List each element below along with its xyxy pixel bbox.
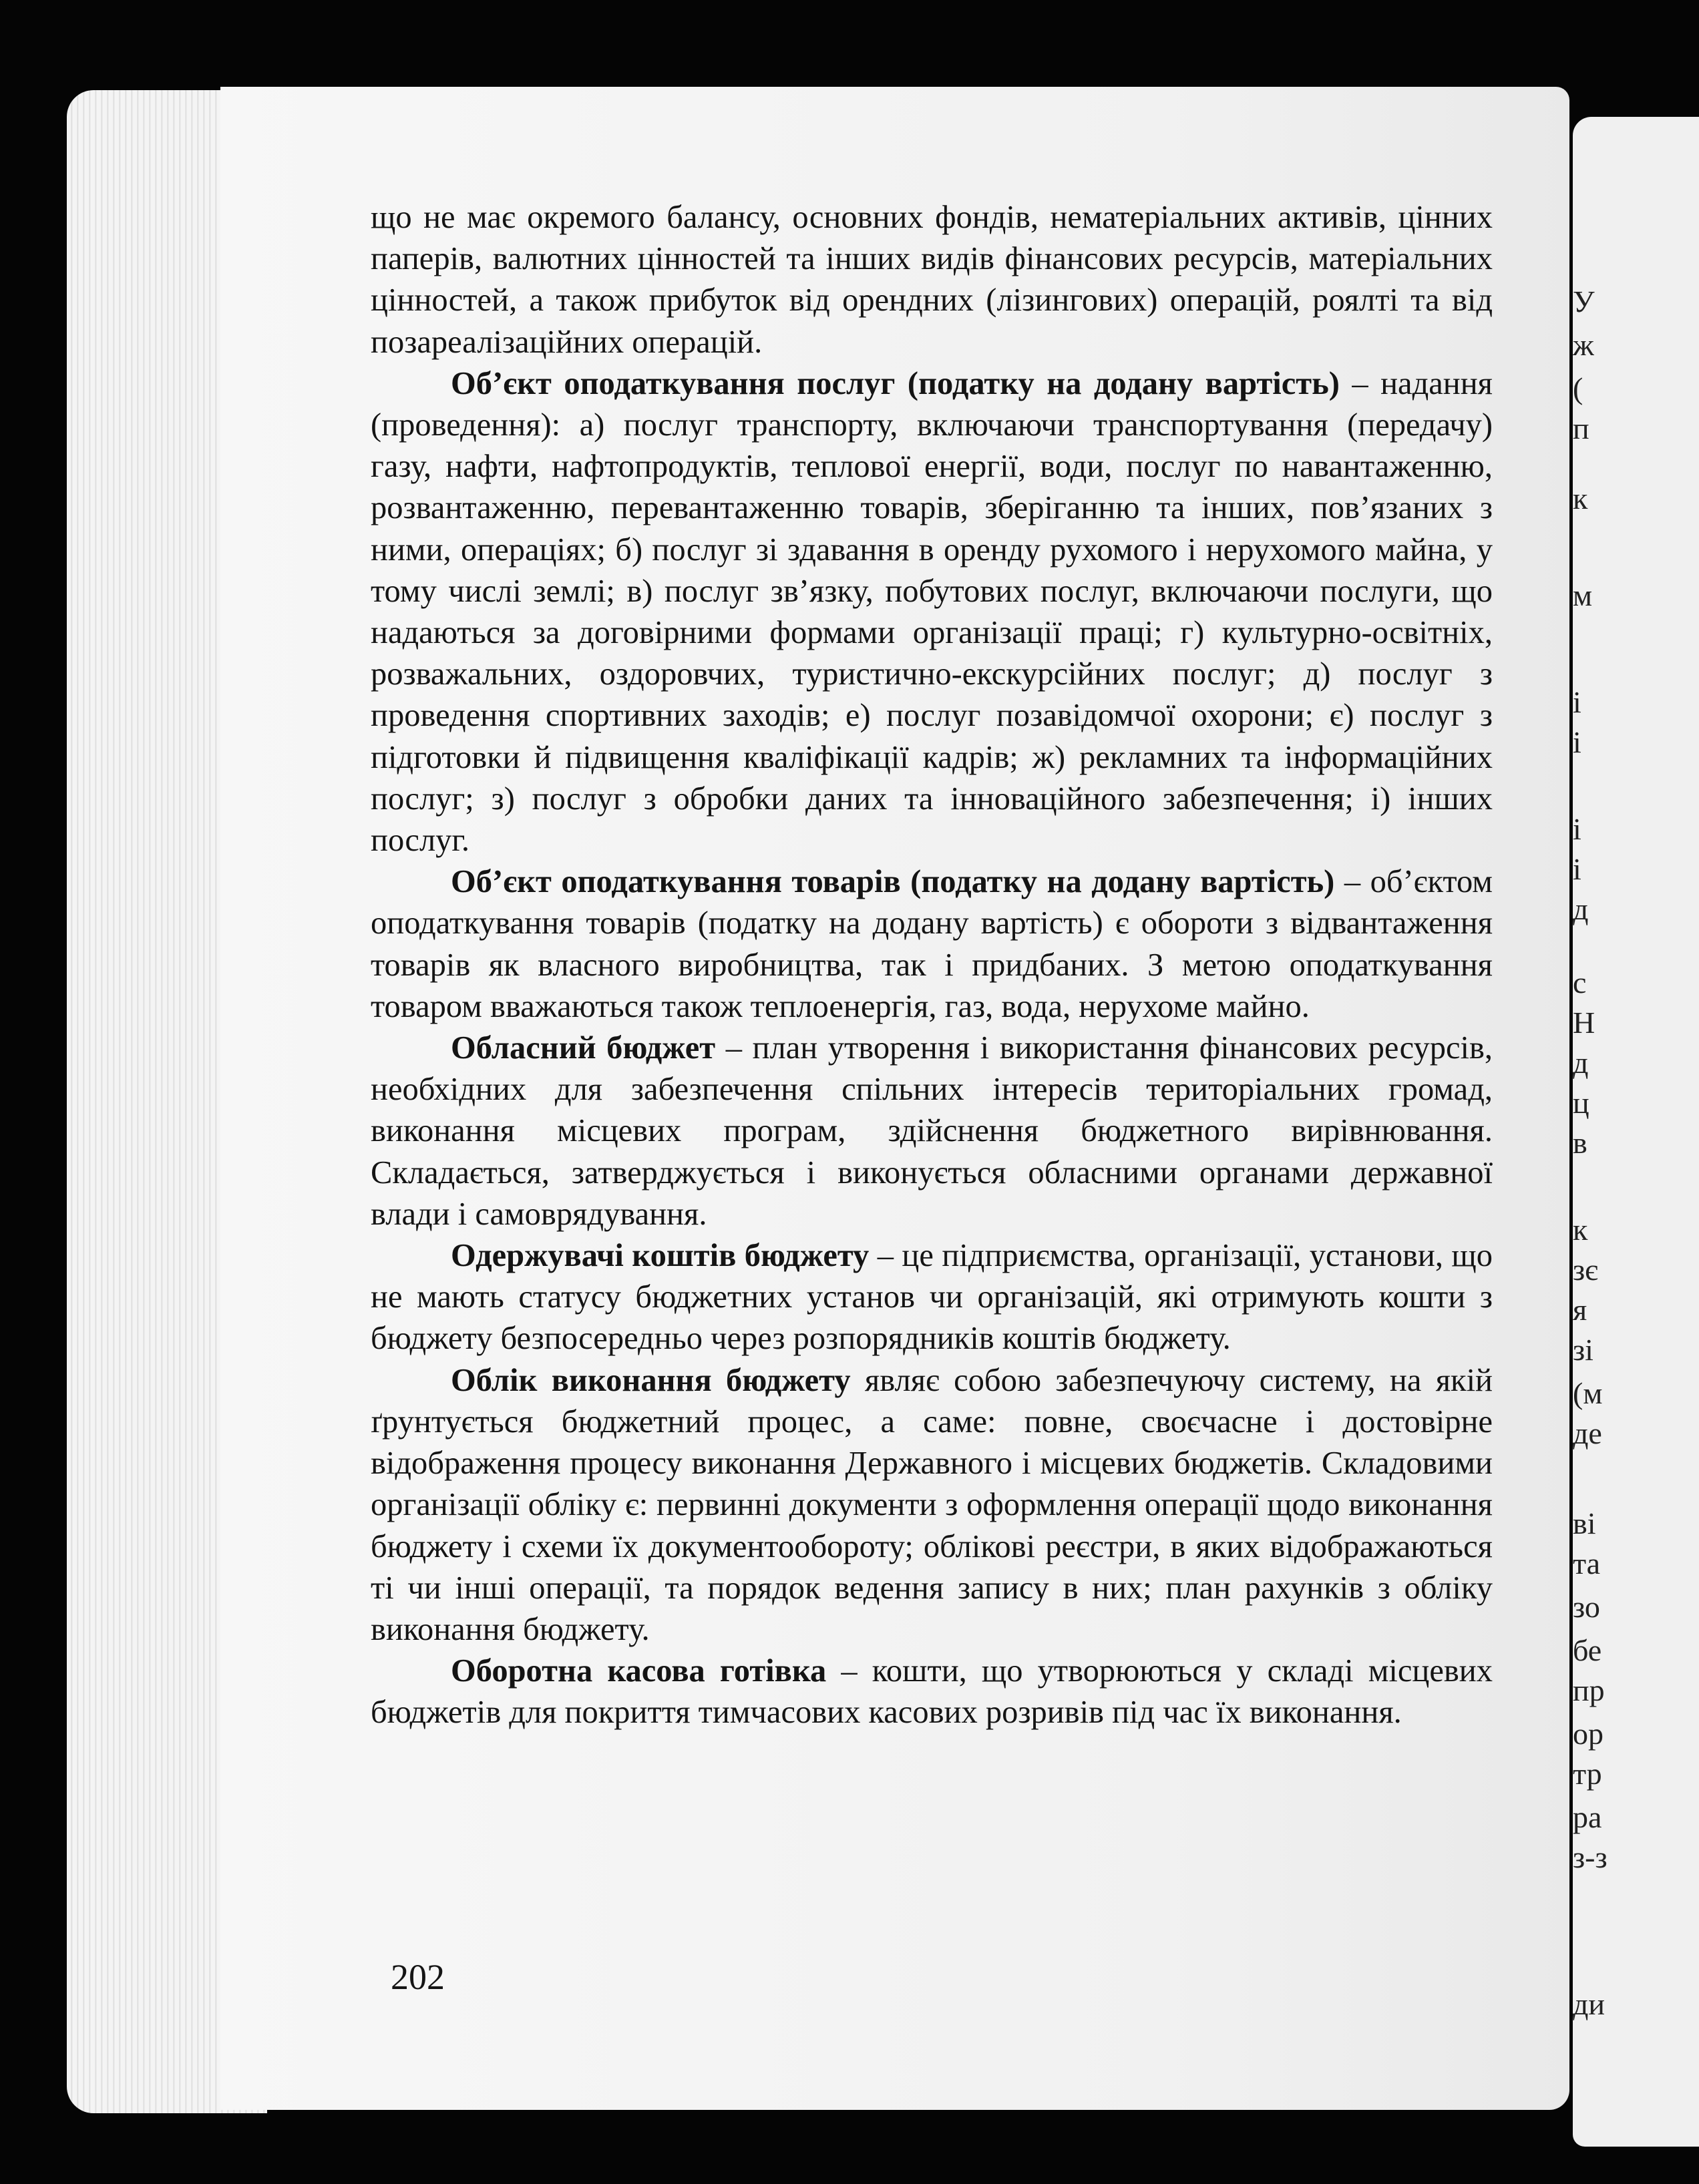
definition-term: Об’єкт оподаткування товарів (податку на додану вартість) [451,864,1335,900]
definition-term: Одержувачі коштів бюджету [451,1238,870,1274]
right-page-text-fragment: У [1573,284,1595,318]
right-page-text-fragment: і [1573,725,1581,759]
right-page-text-fragment: ор [1573,1717,1603,1751]
right-page-text-fragment: і [1573,685,1581,719]
right-page-text-fragment: і [1573,852,1581,886]
right-page-text-fragment: ра [1573,1800,1602,1834]
right-page-text-fragment: с [1573,965,1587,1000]
definition-body: – кошти, що утворюються у складі місцевих бюджетів для покриття тимчасових касових розривів під час їх виконання. [371,1653,1493,1731]
right-page-text-fragment: д [1573,1046,1589,1080]
definition-body: – надання (проведення): а) послуг транспорту, включаючи транспортування (передачу) газу, нафти, нафтопродуктів, теплової енергії, води, послуг по навантаженню, розвантаженню, перевантаженню товарів, зберіганню та інших, пов’язаних з ними, операціях; б) послуг зі здавання в оренду рухомого і нерухомого майна, у тому числі землі; в) послуг зв’язку, побутових послуг, включаючи послуги, що надаються за договірними формами організації праці; г) культурно-освітніх, розважальних, оздоровчих, туристично-екскурсійних послуг; д) послуг з проведення спортивних заходів; е) послуг позавідомчої охорони; є) послуг з підготовки й підвищення кваліфікації кадрів; ж) рекламних та інформаційних послуг; з) послуг з обробки даних та інноваційного забезпечення; і) інших послуг. [371,365,1493,859]
right-page-text-fragment: ( [1573,371,1583,405]
right-page-text-fragment: тр [1573,1757,1602,1791]
definition-term: Обласний бюджет [451,1030,716,1066]
definition-paragraph [371,861,1493,1028]
right-page-text-fragment: п [1573,411,1589,445]
page-body-text [371,197,1493,1734]
definition-body: – об’єктом оподаткування товарів (податку на додану вартість) є обороти з відвантаження товарів як власного виробництва, так і придбаних. З метою оподаткування товаром вважаються також теплоенергія, газ, вода, нерухоме майно. [371,864,1493,1024]
right-page-text-fragment: бе [1573,1633,1602,1667]
definition-paragraph [371,1235,1493,1360]
right-page-text-fragment: ж [1573,328,1594,362]
right-page-text-fragment: ди [1573,1987,1606,2021]
page-number: 202 [391,1957,445,1997]
definition-paragraph [371,1028,1493,1235]
right-page-text-fragment: та [1573,1546,1601,1580]
right-page-text-fragment: Н [1573,1006,1595,1040]
definition-body: являє собою забезпечуючу систему, на якій ґрунтується бюджетний процес, а саме: повне, своєчасне і достовірне відображення процесу виконання Державного і місцевих бюджетів. Складовими організації обліку є: первинні документи з оформлення операції щодо виконання бюджету і схеми їх документообороту; облікові реєстри, в яких відображаються ті чи інші операції, та порядок ведення запису в них; план рахунків з обліку виконання бюджету. [371,1362,1493,1647]
right-page-text-fragment: зо [1573,1590,1600,1624]
right-page-text-fragment: зє [1573,1253,1598,1287]
right-page-text-fragment: де [1573,1416,1602,1450]
right-page-text-fragment: ві [1573,1506,1596,1540]
definition-term: Облік виконання бюджету [451,1362,851,1398]
right-page-text-fragment: і [1573,812,1581,846]
right-page-text-fragment: з-з [1573,1840,1608,1874]
definition-paragraph [371,363,1493,861]
right-page-text-fragment: ц [1573,1086,1589,1120]
right-page-text-fragment: пр [1573,1673,1605,1707]
definition-paragraph [371,1651,1493,1733]
paragraph-continuation [371,197,1493,363]
right-page-text-fragment: к [1573,481,1588,515]
right-page-text-fragment: (м [1573,1376,1603,1410]
paragraph-body: що не має окремого балансу, основних фондів, нематеріальних активів, цінних паперів, валютних цінностей та інших видів фінансових ресурсів, матеріальних цінностей, а також прибуток від орендних (лізингових) операцій, роялті та від позареалізаційних операцій. [371,200,1493,360]
definition-term: Оборотна касова готівка [451,1653,827,1689]
right-page-text-fragment: м [1573,578,1593,612]
book-page-right-edge [1573,117,1699,2147]
right-page-text-fragment: зі [1573,1333,1593,1367]
right-page-text-fragment: к [1573,1213,1588,1247]
definition-term: Об’єкт оподаткування послуг (податку на додану вартість) [451,365,1340,401]
right-page-text-fragment: д [1573,892,1589,926]
right-page-text-fragment: в [1573,1126,1587,1160]
definition-paragraph [371,1360,1493,1651]
definition-body: – план утворення і використання фінансових ресурсів, необхідних для забезпечення спільних інтересів територіальних громад, виконання місцевих програм, здійснення бюджетного вирівнювання. Складається, затверджується і виконується обласними органами державної влади і самоврядування. [371,1030,1493,1232]
definition-body: – це підприємства, організації, установи, що не мають статусу бюджетних установ чи організацій, які отримують кошти з бюджету безпосередньо через розпорядників коштів бюджету. [371,1238,1493,1357]
right-page-text-fragment: я [1573,1293,1587,1327]
